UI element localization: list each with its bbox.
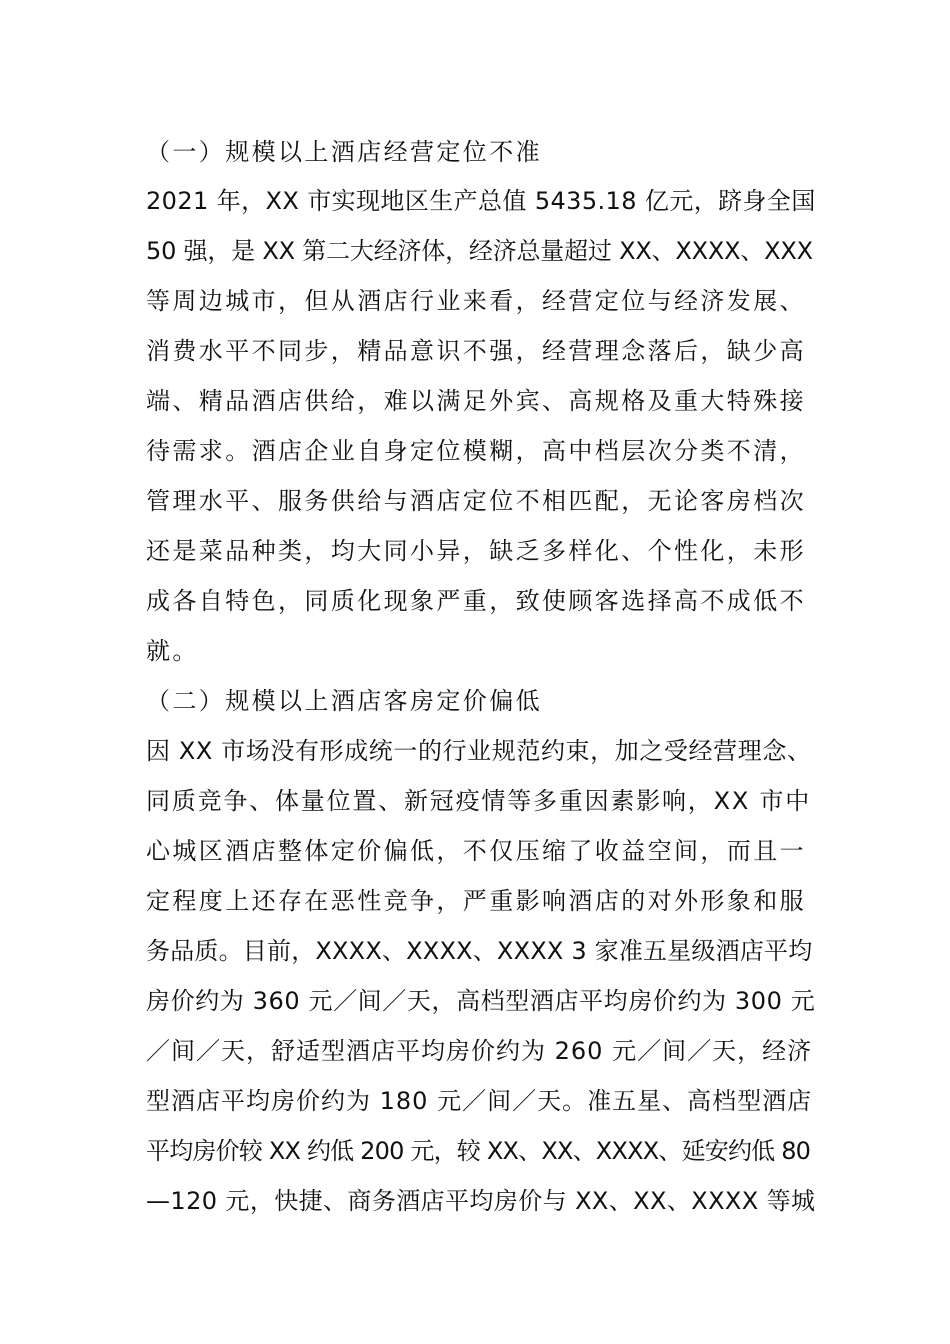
paragraph-line: 端、精品酒店供给，难以满足外宾、高规格及重大特殊接 [146,387,806,415]
paragraph-line: 因 XX 市场没有形成统一的行业规范约束，加之受经营理念、 [146,737,812,765]
paragraph-line: 还是菜品种类，均大同小异，缺乏多样化、个性化，未形 [146,537,806,565]
paragraph-line: 消费水平不同步，精品意识不强，经营理念落后，缺少高 [146,337,806,365]
paragraph-line: 房价约为 360 元／间／天，高档型酒店平均房价约为 300 元 [146,987,816,1015]
paragraph-line: 型酒店平均房价约为 180 元／间／天。准五星、高档型酒店 [146,1087,813,1115]
paragraph-line: 务品质。目前，XXXX、XXXX、XXXX 3 家准五星级酒店平均 [146,937,813,965]
paragraph-line: 2021 年，XX 市实现地区生产总值 5435.18 亿元，跻身全国 [146,187,816,215]
paragraph-line: 心城区酒店整体定价偏低，不仅压缩了收益空间，而且一 [146,837,806,865]
paragraph-line: 就。 [146,637,199,665]
paragraph-line: 成各自特色，同质化现象严重，致使顾客选择高不成低不 [146,587,806,615]
paragraph-line: —120 元，快捷、商务酒店平均房价与 XX、XX、XXXX 等城 [146,1187,816,1215]
paragraph-line: 管理水平、服务供给与酒店定位不相匹配，无论客房档次 [146,487,806,515]
paragraph-line: 平均房价较 XX 约低 200 元，较 XX、XX、XXXX、延安约低 80 [146,1137,811,1165]
paragraph-line: 定程度上还存在恶性竞争，严重影响酒店的对外形象和服 [146,887,806,915]
paragraph-line: 等周边城市，但从酒店行业来看，经营定位与经济发展、 [146,287,806,315]
section-heading: （一）规模以上酒店经营定位不准 [146,138,542,166]
paragraph-line: ／间／天，舒适型酒店平均房价约为 260 元／间／天，经济 [146,1037,813,1065]
paragraph-line: 50 强，是 XX 第二大经济体，经济总量超过 XX、XXXX、XXX [146,237,813,265]
paragraph-line: 同质竞争、体量位置、新冠疫情等多重因素影响，XX 市中 [146,787,812,815]
paragraph-line: 待需求。酒店企业自身定位模糊，高中档层次分类不清， [146,437,806,465]
section-heading: （二）规模以上酒店客房定价偏低 [146,687,542,715]
